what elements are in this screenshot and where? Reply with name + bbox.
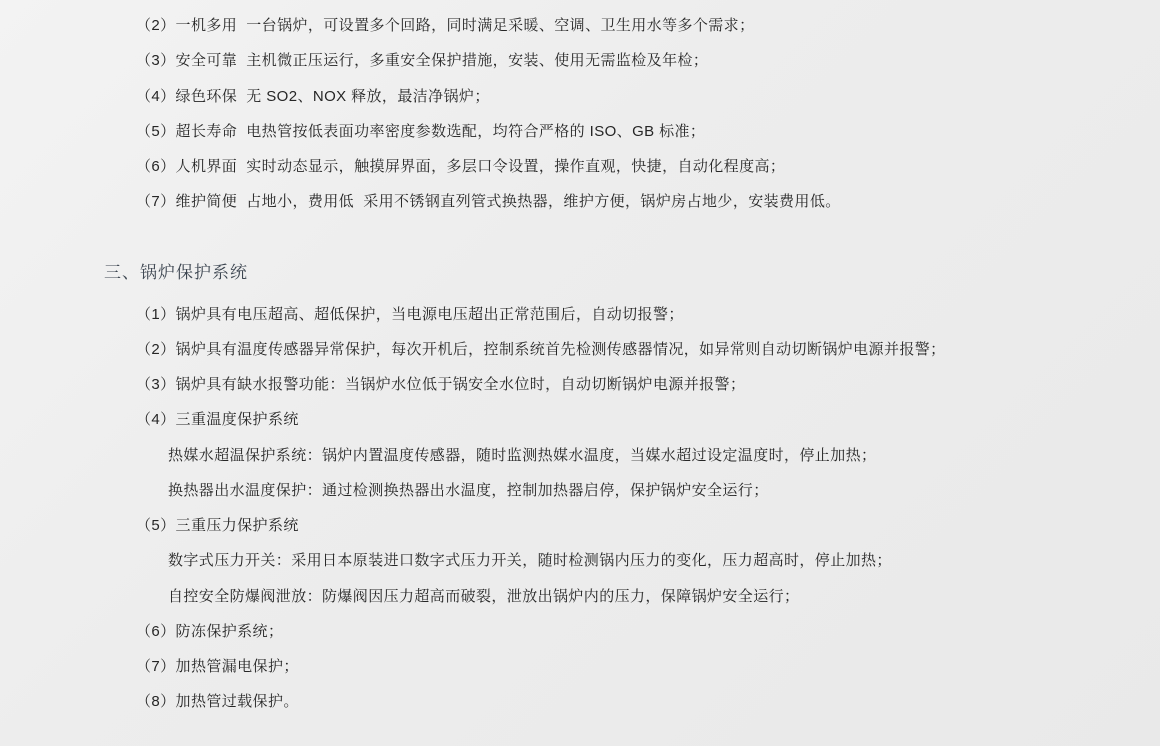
list-item: （7）维护简便 占地小，费用低 采用不锈钢直列管式换热器，维护方便，锅炉房占地少，安装费用低。 [136, 193, 841, 211]
list-item: 热媒水超温保护系统：锅炉内置温度传感器，随时监测热媒水温度，当媒水超过设定温度时，停止加热； [168, 446, 877, 464]
list-item: （3）锅炉具有缺水报警功能：当锅炉水位低于锅安全水位时，自动切断锅炉电源并报警； [136, 376, 746, 393]
list-item: （8）加热管过载保护。 [136, 693, 299, 711]
list-item: 数字式压力开关：采用日本原装进口数字式压力开关，随时检测锅内压力的变化，压力超高时，停止加热； [168, 552, 892, 570]
list-item: （6）人机界面 实时动态显示，触摸屏界面，多层口令设置，操作直观，快捷，自动化程度高； [136, 158, 786, 175]
list-item: （4）绿色环保 无 SO2、NOX 释放，最洁净锅炉； [136, 87, 490, 105]
list-item: （6）防冻保护系统； [136, 622, 284, 640]
list-item: （5）超长寿命 电热管按低表面功率密度参数选配，均符合严格的 ISO、GB 标准； [136, 122, 706, 140]
list-item: （2）锅炉具有温度传感器异常保护，每次开机后，控制系统首先检测传感器情况，如异常则自动切断锅炉电源并报警； [136, 340, 946, 358]
list-item: （4）三重温度保护系统 [136, 411, 299, 429]
list-item: （5）三重压力保护系统 [136, 517, 299, 534]
list-item: 换热器出水温度保护：通过检测换热器出水温度，控制加热器启停，保护锅炉安全运行； [168, 481, 769, 499]
list-item: 自控安全防爆阀泄放：防爆阀因压力超高而破裂，泄放出锅炉内的压力，保障锅炉安全运行； [168, 587, 800, 605]
list-item: （1）锅炉具有电压超高、超低保护，当电源电压超出正常范围后，自动切报警； [136, 305, 684, 323]
section-heading: 三、锅炉保护系统 [104, 262, 248, 282]
list-item: （7）加热管漏电保护； [136, 658, 299, 675]
list-item: （2）一机多用 一台锅炉，可设置多个回路，同时满足采暖、空调、卫生用水等多个需求； [136, 17, 755, 34]
list-item: （3）安全可靠 主机微正压运行，多重安全保护措施，安装、使用无需监检及年检； [136, 52, 709, 70]
